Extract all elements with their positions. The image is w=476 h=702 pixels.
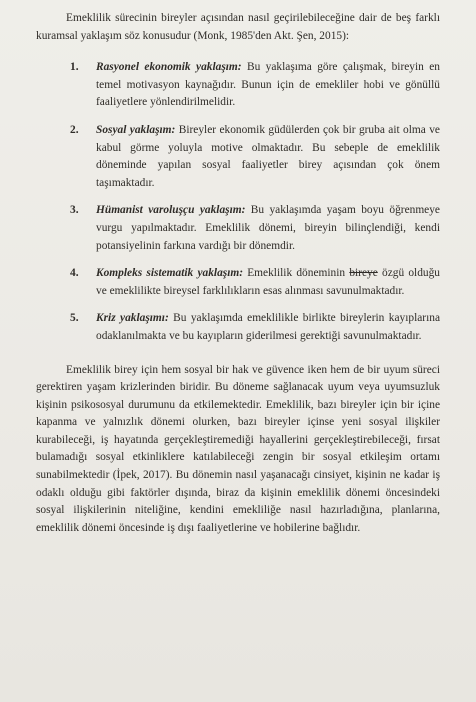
list-item-number: 5.	[70, 312, 79, 325]
list-item-title: Rasyonel ekonomik yaklaşım:	[96, 61, 242, 74]
list-item-text: Bu yaklaşıma göre çalışmak, bireyin en temel motivasyon kaynağıdır. Bunun için de emekliler hobi ve gönüllü faaliyetlere yönlendirilmelidir.	[96, 61, 440, 109]
intro-paragraph: Emeklilik sürecinin bireyler açısından nasıl geçirilebileceğine dair de beş farklı kuramsal yaklaşım söz konusudur (Monk, 1985'den Akt. Şen, 2015):	[36, 12, 440, 42]
list-item-text: özgü olduğu ve emeklilikte bireysel farklılıkların esas alınması savunulmaktadır.	[96, 267, 440, 297]
list-item-number: 4.	[70, 267, 79, 280]
list-item-complex-systematic	[36, 265, 440, 300]
list-item-social	[36, 122, 440, 192]
list-item-title: Kriz yaklaşımı:	[96, 312, 169, 325]
list-item-title: Sosyal yaklaşım:	[96, 123, 176, 136]
approach-list	[36, 59, 440, 345]
list-item-title: Kompleks sistematik yaklaşım:	[96, 267, 244, 280]
list-item-crisis	[36, 310, 440, 345]
struck-word: bireye	[349, 267, 378, 280]
closing-paragraph: Emeklilik birey için hem sosyal bir hak ve güvence iken hem de bir uyum süreci gerektiren yaşam krizlerinden biridir. Bu döneme sağlanacak uyum veya uyumsuzluk kişinin psikososyal durumunu da etkilemektedir. Emeklilik, bazı bireyler için bir içine kapanma ve yalnızlık dönemi olurken, bazı bireyler içinse yeni sosyal ilişkiler kurabileceği, iş hayatında gerçekleştiremediği hayallerini gerçekleştirebileceği, fırsat bulamadığı sosyal etkinliklere katılabileceği zengin bir sosyal etkileşim ortamı sunabilmektedir (İpek, 2017). Bu dönemin nasıl yaşanacağı cinsiyet, kişinin ne kadar iş odaklı olduğu gibi faktörler dışında, biraz da kişinin emeklilik dönemi öncesindeki sosyal ilişkilerinin niteliğine, kendini emekliliğe nasıl hazırladığına, planlarına, emeklilik dönemi öncesinde iş dışı faaliyetlerine ve hobilerine bağlıdır.	[36, 363, 440, 534]
list-item-title: Hümanist varoluşçu yaklaşım:	[96, 204, 246, 217]
list-item-text: Bu yaklaşımda yaşam boyu öğrenmeye vurgu yapılmaktadır. Emeklilik dönemi, bireyin bilinçlendiği, kendi potansiyelinin farkına vardığı bir dönemdir.	[96, 204, 440, 252]
list-item-humanist-existential	[36, 202, 440, 255]
list-item-number: 2.	[70, 123, 79, 136]
list-item-text-before: Emeklilik döneminin	[243, 267, 350, 280]
list-item-text: Bu yaklaşımda emeklilikle birlikte bireylerin kayıplarına odaklanılmakta ve bu kayıpların giderilmesi gerektiği savunulmaktadır.	[96, 312, 440, 342]
list-item-rational-economic	[36, 59, 440, 112]
list-item-number: 3.	[70, 204, 79, 217]
list-item-number: 1.	[70, 61, 79, 74]
list-item-text: Bireyler ekonomik güdülerden çok bir gruba ait olma ve kabul görme yoluyla motive olmaktadır. Bu sebeple de emeklilik döneminde yapılan sosyal faaliyetler birey açısından çok önem taşımaktadır.	[96, 123, 440, 189]
